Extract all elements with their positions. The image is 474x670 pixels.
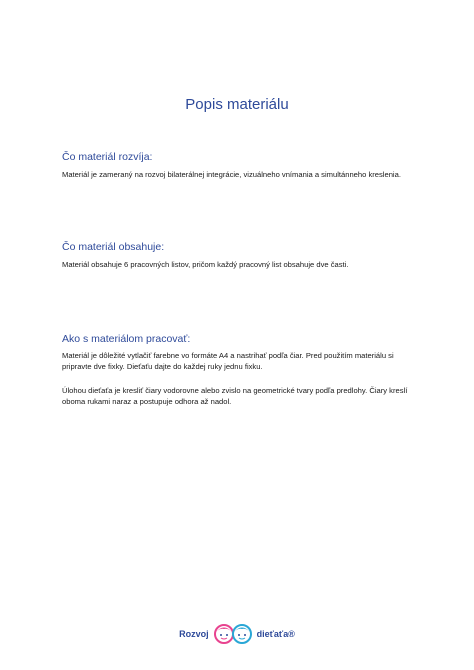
footer-logo [0, 622, 474, 646]
section-paragraph-howto-2: Úlohou dieťaťa je kresliť čiary vodorovne alebo zvislo na geometrické tvary podľa predlohy. Čiary kreslí oboma rukami naraz a postupuje odhora až nadol. [62, 386, 408, 407]
page-title: Popis materiálu [185, 96, 289, 113]
section-heading-howto: Ako s materiálom pracovať: [62, 333, 191, 345]
children-faces-icon [212, 623, 254, 645]
section-paragraph-develops: Materiál je zameraný na rozvoj bilaterálnej integrácie, vizuálneho vnímania a simultánneho kreslenia. [62, 170, 401, 179]
brand-right-text: dieťaťa® [256, 629, 295, 639]
section-paragraph-howto-1: Materiál je dôležité vytlačiť farebne vo formáte A4 a nastrihať podľa čiar. Pred použitím materiálu si pripravte dve fixky. Dieťaťu dajte do každej ruky jednu fixku. [62, 351, 394, 372]
brand-left-text: Rozvoj [179, 629, 209, 639]
section-heading-contains: Čo materiál obsahuje: [62, 241, 165, 253]
section-heading-develops: Čo materiál rozvíja: [62, 151, 153, 163]
section-paragraph-contains: Materiál obsahuje 6 pracovných listov, pričom každý pracovný list obsahuje dve časti. [62, 260, 349, 269]
